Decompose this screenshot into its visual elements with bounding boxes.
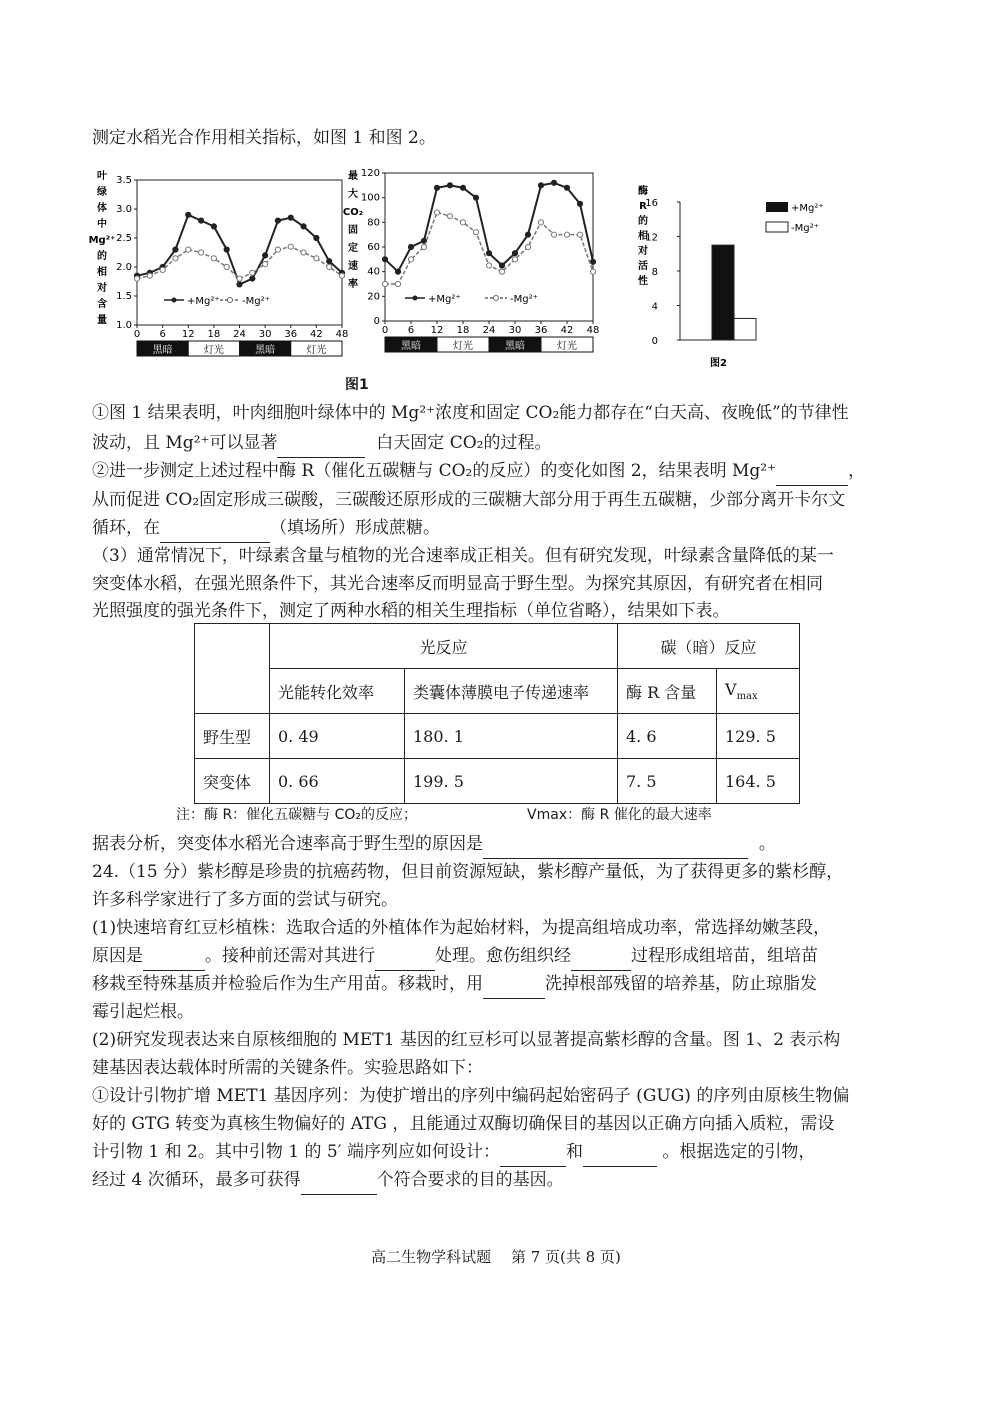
q3c: 计引物 1 和 2。其中引物 1 的 5′ 端序列应如何设计： 和 。根据选定的引物，: [92, 1137, 900, 1167]
point-minus: [395, 281, 400, 286]
y-tick-label: 80: [367, 217, 380, 229]
blank-9[interactable]: [500, 1144, 566, 1167]
point-plus: [499, 263, 504, 268]
table-cell: 0. 66: [270, 759, 405, 804]
point-minus: [512, 257, 517, 262]
ylabel-char: CO₂: [342, 207, 364, 218]
fig1-right-ylabel: [343, 169, 363, 290]
y-tick-label: 12: [645, 232, 658, 244]
table-cell: 164. 5: [717, 759, 800, 804]
table-header-cell: 酶 R 含量: [618, 669, 717, 714]
fig1-left-plot: [134, 212, 344, 287]
table-group-row: [195, 624, 800, 669]
point-plus: [314, 235, 319, 240]
ylabel-char: 量: [97, 315, 107, 326]
fig1-right-legend: [405, 294, 538, 305]
intro-text: 测定水稻光合作用相关指标，如图 1 和图 2。: [92, 128, 436, 148]
ylabel-char: 酶: [638, 186, 648, 197]
point-plus: [564, 185, 569, 190]
bar-plus: [712, 245, 734, 340]
q2a: (2)研究发现表达来自原核细胞的 MET1 基因的红豆杉可以显著提高紫杉醇的含量。图 1、2 表示构: [92, 1030, 841, 1050]
legend-plus-label: +Mg²⁺: [187, 296, 220, 307]
q1a: (1)快速培育红豆杉植株：选取合适的外植体作为起始材料，为提高组培成功率，常选择幼嫩茎段，: [92, 918, 831, 938]
p1a: ①图 1 结果表明，叶肉细胞叶绿体中的 Mg²⁺浓度和固定 CO₂能力都存在“白天高、夜晚低”的节律性: [92, 403, 849, 423]
table-header-cell: 类囊体薄膜电子传递速率: [405, 669, 618, 714]
ylabel-char: R: [639, 201, 647, 212]
fig1-left-chart: [88, 165, 362, 370]
q2b: 建基因表达载体时所需的关键条件。实验思路如下：: [92, 1058, 483, 1078]
point-minus: [134, 276, 139, 281]
point-minus: [211, 256, 216, 261]
y-tick-label: 40: [367, 266, 380, 278]
y-tick-label: 2.5: [116, 233, 132, 244]
table-cell: 突变体: [195, 759, 270, 804]
p4: 据表分析，突变体水稻光合速率高于野生型的原因是 。: [92, 829, 900, 859]
x-tick-label: 18: [456, 325, 470, 336]
p2c: 循环，在 （填场所）形成蔗糖。: [92, 513, 900, 543]
ylabel-char: 率: [348, 279, 358, 290]
x-tick-label: 18: [207, 329, 221, 340]
point-plus: [250, 276, 255, 281]
point-plus: [211, 224, 216, 229]
ylabel-char: 含: [97, 299, 107, 310]
x-tick-label: 24: [482, 325, 496, 336]
series-plus-line: [137, 215, 342, 285]
point-minus: [224, 264, 229, 269]
y-tick-label: 2.0: [116, 262, 132, 273]
y-tick-label: 1.5: [116, 291, 132, 302]
x-tick-label: 30: [258, 329, 272, 340]
table-cell: 野生型: [195, 714, 270, 759]
x-tick-label: 48: [586, 325, 600, 336]
plot-frame: [137, 180, 342, 325]
table-corner-cell: [195, 624, 270, 714]
x-tick-label: 48: [335, 329, 349, 340]
fig1-right-chart: [342, 165, 605, 370]
ylabel-char: 性: [638, 276, 648, 287]
point-plus: [173, 247, 178, 252]
band-label: 灯光: [306, 345, 327, 356]
point-minus: [301, 250, 306, 255]
page-footer: 高二生物学科试题 第 7 页(共 8 页): [371, 1248, 621, 1266]
point-plus: [525, 232, 530, 237]
series-minus-line: [385, 212, 593, 284]
ylabel-char: 最: [348, 171, 358, 182]
y-tick-label: 3.5: [116, 175, 132, 186]
band-label: 黑暗: [505, 341, 525, 352]
point-plus: [327, 259, 332, 264]
legend-minus-label: -Mg²⁺: [791, 223, 819, 234]
point-minus: [551, 232, 556, 237]
q24a: 24.（15 分）紫杉醇是珍贵的抗癌药物，但目前资源短缺，紫杉醇产量低，为了获得更多的紫杉醇，: [92, 862, 844, 882]
ylabel-char: 的: [638, 216, 648, 227]
blank-10[interactable]: [583, 1144, 657, 1167]
point-minus: [421, 244, 426, 249]
p3c: 光照强度的强光条件下，测定了两种水稻的相关生理指标（单位省略），结果如下表。: [92, 601, 730, 621]
table-cell: 0. 49: [270, 714, 405, 759]
band-label: 灯光: [203, 345, 224, 356]
blank-8[interactable]: [483, 976, 545, 999]
point-plus: [460, 185, 465, 190]
p2b: 从而促进 CO₂固定形成三碳酸，三碳酸还原形成的三碳糖大部分用于再生五碳糖，少部分离开卡尔文: [92, 490, 846, 510]
fig1-left-lightbar: [137, 341, 342, 356]
point-minus: [198, 250, 203, 255]
ylabel-char: 速: [348, 261, 358, 272]
q24b: 许多科学家进行了多方面的尝试与研究。: [92, 890, 398, 910]
table-group-dark: 碳（暗）反应: [618, 624, 800, 669]
bar-minus: [734, 318, 756, 340]
p3a: （3）通常情况下，叶绿素含量与植物的光合速率成正相关。但有研究发现，叶绿素含量降低的某一: [92, 546, 834, 566]
point-minus: [186, 247, 191, 252]
ylabel-char: 叶: [97, 171, 107, 182]
y-tick-label: 20: [367, 291, 380, 303]
x-tick-label: 12: [430, 325, 444, 336]
x-tick-label: 24: [233, 329, 246, 340]
legend-plus-label: +Mg²⁺: [428, 294, 461, 305]
x-tick-label: 0: [381, 325, 389, 336]
ylabel-char: 的: [97, 251, 107, 262]
y-tick-label: 1.0: [116, 320, 132, 331]
y-tick-label: 0: [651, 336, 658, 347]
point-plus: [538, 183, 543, 188]
fig2-chart: [628, 180, 868, 375]
point-plus: [473, 195, 478, 200]
blank-3[interactable]: [160, 520, 270, 543]
table-note: 注：酶 R：催化五碳糖与 CO₂的反应； Vmax：酶 R 催化的最大速率: [176, 807, 712, 823]
point-plus: [263, 253, 268, 258]
point-plus: [288, 215, 293, 220]
p2a: ②进一步测定上述过程中酶 R（催化五碳糖与 CO₂的反应）的变化如图 2，结果表明 Mg²⁺ ，: [92, 456, 900, 486]
point-plus: [198, 218, 203, 223]
band-label: 黑暗: [401, 341, 421, 352]
ylabel-char: 固: [348, 225, 358, 236]
point-plus: [447, 183, 452, 188]
point-plus: [382, 257, 387, 262]
y-tick-label: 16: [645, 198, 658, 209]
point-plus: [590, 259, 595, 264]
point-minus: [237, 276, 242, 281]
point-plus: [395, 269, 400, 274]
y-tick-label: 3.0: [116, 204, 132, 215]
point-plus: [577, 201, 582, 206]
blank-2[interactable]: [776, 463, 848, 486]
blank-1[interactable]: [277, 435, 365, 458]
blank-6[interactable]: [375, 948, 435, 971]
point-minus: [408, 257, 413, 262]
point-minus: [314, 256, 319, 261]
fig2-bars: [712, 245, 756, 340]
table-cell: 7. 5: [618, 759, 717, 804]
fig1-left-legend: [164, 296, 270, 307]
x-tick-label: 30: [508, 325, 522, 336]
point-plus: [408, 244, 413, 249]
point-minus: [263, 262, 268, 267]
point-minus: [339, 273, 344, 278]
ylabel-char: 对: [97, 283, 107, 294]
point-plus: [512, 251, 517, 256]
point-plus: [186, 212, 191, 217]
ylabel-char: Mg²⁺: [88, 235, 116, 246]
legend-plus-label: +Mg²⁺: [791, 203, 824, 214]
blank-4[interactable]: [483, 836, 748, 859]
table-row: [195, 714, 800, 759]
fig1-left-ylabel: [89, 169, 116, 326]
point-minus: [499, 269, 504, 274]
series-minus-line: [137, 247, 342, 279]
point-minus: [460, 220, 465, 225]
ylabel-char: 定: [348, 243, 358, 254]
y-tick-label: 8: [651, 267, 658, 278]
table-cell: 129. 5: [717, 714, 800, 759]
p1b: 波动，且 Mg²⁺可以显著 白天固定 CO₂的过程。: [92, 428, 900, 458]
table-header-cell: 光能转化效率: [270, 669, 405, 714]
ylabel-char: 相: [638, 231, 648, 242]
point-plus: [275, 218, 280, 223]
y-tick-label: 60: [367, 242, 380, 253]
point-minus: [288, 244, 293, 249]
q3a: ①设计引物扩增 MET1 基因序列：为使扩增出的序列中编码起始密码子 (GUG) 的序列由原核生物偏: [92, 1086, 850, 1106]
ylabel-char: 活: [638, 261, 648, 272]
table-header-cell: $V_{max}$: [717, 669, 800, 714]
y-tick-label: 100: [360, 192, 380, 204]
blank-5[interactable]: [143, 948, 205, 971]
x-tick-label: 6: [159, 329, 166, 340]
ylabel-char: 中: [97, 219, 107, 230]
ylabel-char: 体: [97, 203, 107, 214]
table-group-light: 光反应: [270, 624, 618, 669]
p3b: 突变体水稻，在强光照条件下，其光合速率反而明显高于野生型。为探究其原因，有研究者在相同: [92, 574, 823, 594]
point-minus: [538, 220, 543, 225]
fig2-legend: [766, 202, 824, 234]
table-cell: 199. 5: [405, 759, 618, 804]
x-tick-label: 6: [407, 325, 415, 336]
q1c: 移栽至特殊基质并检验后作为生产用苗。移栽时，用 洗掉根部残留的培养基，防止琼脂发: [92, 969, 900, 999]
q1b: 原因是 。接种前还需对其进行 处理。愈伤组织经 过程形成组培苗，组培苗: [92, 941, 900, 971]
point-minus: [147, 273, 152, 278]
point-minus: [434, 210, 439, 215]
point-minus: [160, 267, 165, 272]
x-tick-label: 36: [284, 329, 298, 340]
x-tick-label: 36: [534, 325, 548, 336]
fig1-right-lightbar: [385, 337, 593, 352]
legend-plus-swatch: [766, 202, 788, 212]
x-tick-label: 42: [560, 325, 574, 336]
point-minus: [473, 230, 478, 235]
table-cell: 180. 1: [405, 714, 618, 759]
x-tick-label: 42: [310, 329, 323, 340]
q3d: 经过 4 次循环，最多可获得 个符合要求的目的基因。: [92, 1165, 900, 1195]
fig1-right-plot: [382, 180, 595, 286]
point-minus: [447, 214, 452, 219]
point-plus: [551, 180, 556, 185]
ylabel-char: 大: [348, 189, 358, 200]
x-tick-label: 12: [181, 329, 195, 340]
point-minus: [577, 232, 582, 237]
x-tick-label: 0: [133, 329, 141, 340]
point-minus: [275, 247, 280, 252]
point-minus: [173, 256, 178, 261]
point-plus: [237, 282, 242, 287]
legend-minus-label: -Mg²⁺: [242, 296, 270, 307]
y-tick-label: 120: [360, 168, 380, 179]
q3b: 好的 GTG 转变为真核生物偏好的 ATG ，且能通过双酶切确保目的基因以正确方向插入质粒，需设: [92, 1114, 835, 1134]
y-tick-label: 0: [373, 316, 380, 327]
ylabel-char: 相: [97, 267, 107, 278]
point-minus: [564, 232, 569, 237]
point-minus: [590, 269, 595, 274]
ylabel-char: 绿: [97, 187, 107, 198]
point-minus: [250, 270, 255, 275]
q1d: 霉引起烂根。: [92, 1002, 194, 1022]
blank-11[interactable]: [301, 1172, 377, 1195]
series-plus-line: [385, 183, 593, 272]
band-label: 黑暗: [152, 345, 173, 356]
table-header-row: [195, 669, 800, 714]
point-plus: [301, 224, 306, 229]
table-row: [195, 759, 800, 804]
physiology-table: [194, 623, 800, 804]
y-tick-label: 4: [651, 301, 658, 313]
legend-minus-label: -Mg²⁺: [510, 294, 538, 305]
point-plus: [434, 185, 439, 190]
point-minus: [486, 263, 491, 268]
fig1-caption: 图1: [345, 377, 369, 393]
blank-7[interactable]: [571, 948, 631, 971]
legend-minus-swatch: [766, 222, 788, 232]
band-label: 黑暗: [255, 345, 276, 356]
band-label: 灯光: [453, 341, 473, 352]
point-minus: [327, 264, 332, 269]
fig2-caption: 图2: [710, 358, 727, 369]
fig1-right-axes: [361, 168, 599, 336]
table-cell: 4. 6: [618, 714, 717, 759]
point-minus: [382, 281, 387, 286]
point-minus: [525, 244, 530, 249]
point-plus: [486, 251, 491, 256]
ylabel-char: 对: [638, 246, 648, 257]
band-label: 灯光: [557, 341, 577, 352]
point-plus: [224, 247, 229, 252]
